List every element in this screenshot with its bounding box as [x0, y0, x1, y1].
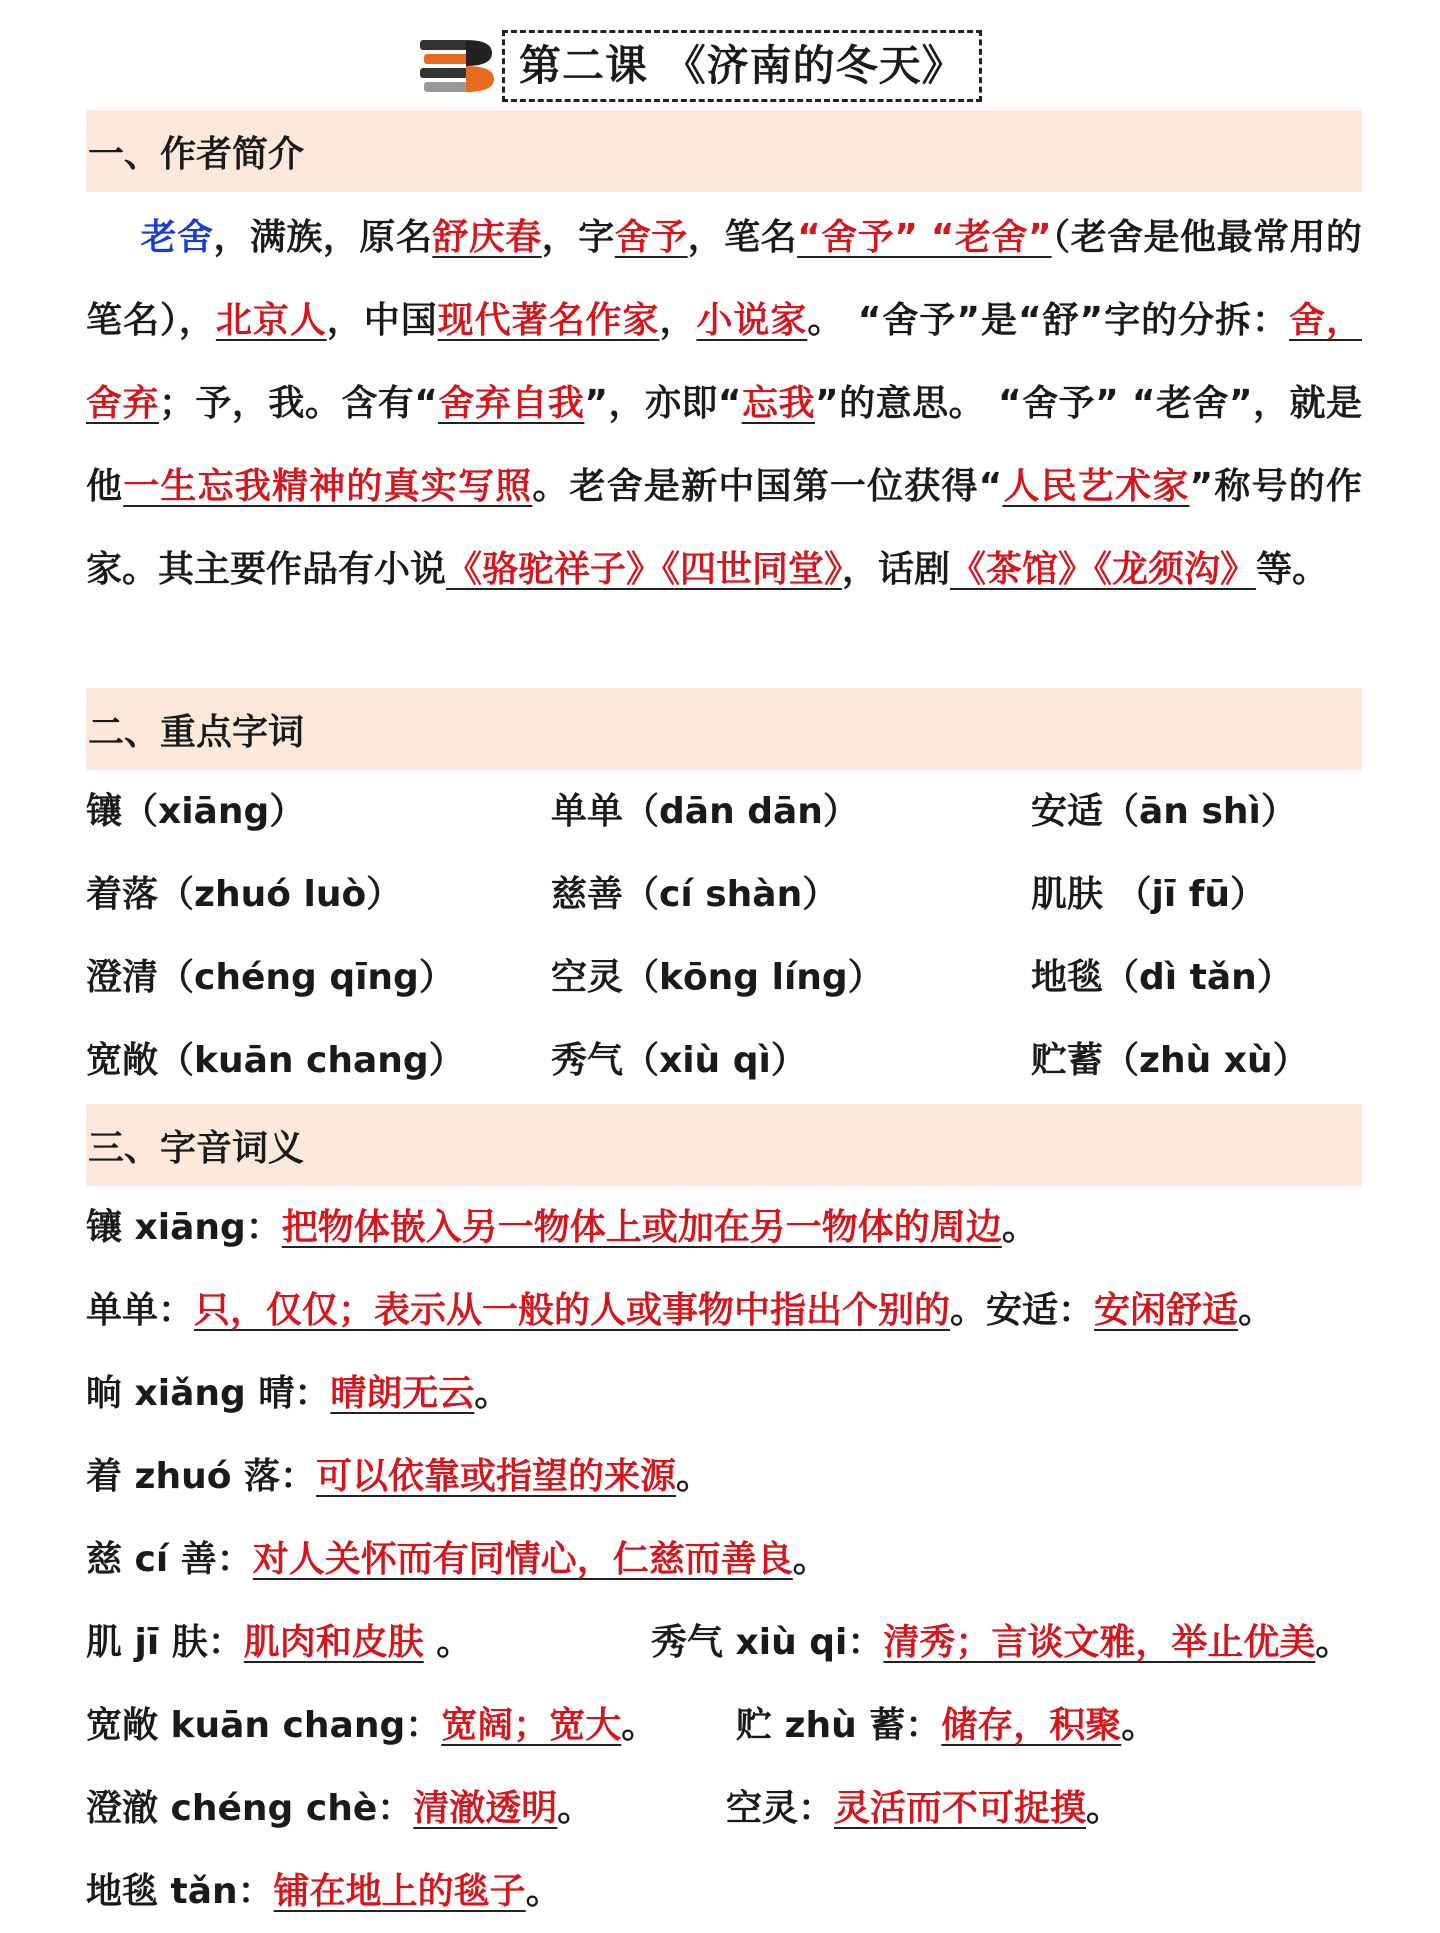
definitions-list: [86, 1186, 1376, 1933]
def-punct: 。: [1315, 1622, 1352, 1663]
def-punct: 。: [1086, 1788, 1123, 1829]
def-punct: 。: [1121, 1705, 1158, 1746]
def-punct: 。: [1238, 1290, 1275, 1331]
intro-highlight: 忘我: [741, 383, 816, 424]
intro-text: ”，亦即“: [584, 383, 742, 424]
def-term: 澄澈 chéng chè：: [86, 1788, 414, 1829]
def-term: 秀气 xiù qi：: [651, 1622, 884, 1663]
intro-highlight: 舍弃自我: [437, 383, 585, 424]
vocab-item: 安适（ān shì）: [1031, 791, 1297, 832]
intro-highlight: 人民艺术家: [1002, 466, 1190, 507]
intro-text: 。 “舍予”是“舒”字的分拆：: [807, 300, 1289, 341]
definition-row: [86, 1767, 1376, 1850]
intro-text: ”称号的作家。其主要作品有小说: [86, 466, 1362, 590]
intro-text: ，笔名: [687, 217, 798, 258]
vocab-item: 空灵（kōng líng）: [551, 957, 884, 998]
def-punct: 。: [676, 1456, 713, 1497]
vocab-item: 澄清（chéng qīng）: [86, 957, 455, 998]
intro-text: ，满族，原名: [213, 217, 433, 258]
def-meaning: 肌肉和皮肤: [243, 1622, 424, 1663]
def-meaning: 可以依靠或指望的来源: [316, 1456, 677, 1497]
definition-second-column: [726, 1767, 1122, 1850]
def-meaning: 清澈透明: [413, 1788, 558, 1829]
page-title: 第二课 《济南的冬天》: [502, 30, 982, 102]
definition-row: [86, 1518, 1376, 1601]
intro-highlight: 舍，舍弃: [86, 300, 1362, 424]
intro-highlight: 一生忘我精神的真实写照: [123, 466, 533, 507]
intro-highlight: 现代著名作家: [437, 300, 660, 341]
def-term: 慈 cí 善：: [86, 1539, 253, 1580]
def-term: 肌 jī 肤：: [86, 1622, 244, 1663]
def-meaning: 晴朗无云: [330, 1373, 475, 1414]
title-area: [418, 30, 982, 102]
author-intro-paragraph: [86, 196, 1362, 611]
definition-second-column: [736, 1684, 1157, 1767]
def-term: 单单：: [86, 1290, 195, 1331]
def-term: 空灵：: [726, 1788, 835, 1829]
def-punct: 。: [792, 1539, 829, 1580]
intro-text: ，话剧: [842, 549, 951, 590]
vocab-item: 宽敞（kuān chang）: [86, 1040, 465, 1081]
intro-text: 等。: [1256, 549, 1329, 590]
vocab-item: 着落（zhuó luò）: [86, 874, 403, 915]
def-term: 镶 xiāng：: [86, 1207, 282, 1248]
intro-highlight: 小说家: [696, 300, 808, 341]
intro-highlight: 北京人: [215, 300, 327, 341]
def-punct: 。: [621, 1705, 658, 1746]
definition-row: [86, 1684, 1376, 1767]
def-meaning: 对人关怀而有同情心，仁慈而善良: [252, 1539, 793, 1580]
vocab-item: 单单（dān dān）: [551, 791, 859, 832]
def-meaning: 安闲舒适: [1094, 1290, 1239, 1331]
intro-highlight: 舍予: [614, 217, 688, 258]
definition-row: [86, 1186, 1376, 1269]
section-heading-meanings: 三、字音词义: [86, 1104, 1362, 1186]
definition-row: [86, 1435, 1376, 1518]
vocab-item: 秀气（xiù qì）: [551, 1040, 807, 1081]
intro-text: ；予，我。含有“: [158, 383, 438, 424]
intro-text: ，: [659, 300, 697, 341]
vocab-item: 肌肤 （jī fū）: [1031, 874, 1267, 915]
intro-text: 。老舍是新中国第一位获得“: [532, 466, 1003, 507]
vocab-item: 镶（xiāng）: [86, 791, 306, 832]
def-meaning: 清秀；言谈文雅，举止优美: [883, 1622, 1316, 1663]
vocab-item: 贮蓄（zhù xù）: [1031, 1040, 1309, 1081]
def-term: 贮 zhù 蓄：: [736, 1705, 942, 1746]
intro-highlight: 舒庆春: [432, 217, 542, 258]
def-punct: 。: [557, 1788, 594, 1829]
def-term: 宽敞 kuān chang：: [86, 1705, 442, 1746]
intro-highlight: 《骆驼祥子》《四世同堂》: [446, 549, 843, 590]
vocab-grid: [86, 770, 1376, 1102]
def-meaning: 铺在地上的毯子: [273, 1871, 526, 1912]
intro-highlight: 《茶馆》《龙须沟》: [950, 549, 1257, 590]
section-heading-vocab: 二、重点字词: [86, 688, 1362, 770]
definition-row: [86, 1850, 1376, 1933]
intro-text: ，中国: [326, 300, 438, 341]
intro-highlight: “舍予” “老舍”: [797, 217, 1052, 258]
definition-second-column: [651, 1601, 1351, 1684]
vocab-item: 地毯（dì tǎn）: [1031, 957, 1293, 998]
def-meaning: 储存，积聚: [941, 1705, 1122, 1746]
def-meaning: 只，仅仅；表示从一般的人或事物中指出个别的: [194, 1290, 951, 1331]
definition-row: [86, 1269, 1376, 1352]
def-punct: 。: [525, 1871, 562, 1912]
book-stack-logo-icon: [418, 34, 496, 98]
def-punct: 。: [1001, 1207, 1038, 1248]
intro-name: 老舍: [140, 217, 214, 258]
def-meaning: 宽阔；宽大: [441, 1705, 622, 1746]
vocab-item: 慈善（cí shàn）: [551, 874, 839, 915]
def-term: 。安适：: [950, 1290, 1095, 1331]
def-punct: 。: [423, 1622, 473, 1663]
def-meaning: 把物体嵌入另一物体上或加在另一物体的周边: [281, 1207, 1002, 1248]
section-heading-author: 一、作者简介: [86, 110, 1362, 192]
intro-text: ”的意思。 “舍予” “老舍”，就是他: [86, 383, 1362, 507]
def-term: 着 zhuó 落：: [86, 1456, 317, 1497]
def-punct: 。: [474, 1373, 511, 1414]
def-term: 晌 xiǎng 晴：: [86, 1373, 331, 1414]
def-term: 地毯 tǎn：: [86, 1871, 274, 1912]
def-meaning: 灵活而不可捉摸: [834, 1788, 1087, 1829]
intro-text: （老舍是他最常用的笔名），: [86, 217, 1362, 341]
definition-row: [86, 1601, 1376, 1684]
intro-text: ，字: [541, 217, 615, 258]
definition-row: [86, 1352, 1376, 1435]
